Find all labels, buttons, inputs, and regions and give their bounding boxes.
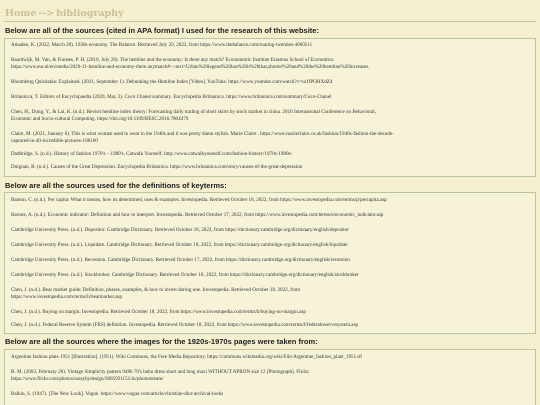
list-item bbox=[11, 151, 529, 158]
entry-line: Cambridge University Press. (n.d.). Liquidate. Cambridge Dictionary. Retrieved October 18, 2022, from https://dictionary.cambridge.org/dictionary/english/liquidate bbox=[11, 242, 348, 248]
list-item bbox=[11, 57, 529, 71]
list-item bbox=[11, 212, 529, 219]
list-item bbox=[11, 227, 529, 234]
list-item bbox=[11, 164, 529, 171]
entry-line: Duignan, B. (n.d.). Causes of the Great Depression. Encyclopedia Britannica. https://www.britannica.com/story/causes-of-the-great-depression bbox=[11, 164, 303, 170]
breadcrumb-separator: --> bbox=[38, 8, 55, 19]
research-sources-list bbox=[4, 38, 536, 177]
entry-line: Claire, M. (2021, January 6). This is what women used to wear in the 1940s and it was pretty damn stylish. Marie Claire . https://www.marieclaire.co.uk/fashion/1940s-fashion-the-decade- bbox=[11, 131, 394, 137]
entry-line: Amadeo, K. (2022, March 28). 1920s economy. The Balance. Retrieved July 29, 2022, from https://www.thebalance.com/roaring-twenties-4060511 bbox=[11, 42, 313, 48]
entry-line: Cambridge University Press. (n.d.). Depositor. Cambridge Dictionary. Retrieved October 18, 2022, from https://dictionary.cambridge.org/dictionary/english/depositor bbox=[11, 227, 349, 233]
list-item bbox=[11, 287, 529, 301]
list-item bbox=[11, 309, 529, 316]
section-heading-research-sources: Below are all of the sources (cited in APA format) I used for the research of this website: bbox=[5, 26, 319, 35]
list-item bbox=[11, 391, 529, 398]
entry-line-continued: Economic and Socio-cultural Computing. https://doi.org/10.1109/BESC.2016.7804479 bbox=[11, 116, 189, 123]
list-item bbox=[11, 79, 529, 86]
list-item bbox=[11, 94, 529, 101]
entry-line: Chen, J. (n.d.). Bear market guide: Definition, phases, examples, & how to invest during one. Investopedia. Retrieved October 18, 2022, from bbox=[11, 287, 301, 293]
list-item bbox=[11, 242, 529, 249]
section-heading-image-sources: Below are all the sources where the images for the 1920s-1970s pages were taken from: bbox=[5, 337, 318, 346]
entry-line: Balkin, S. (1947). [The New Look]. Vogue. https://www.vogue.com/article/christian-dior-archival-looks bbox=[11, 391, 224, 397]
list-item bbox=[11, 42, 529, 49]
breadcrumb-current: bibliography bbox=[56, 8, 124, 19]
list-item bbox=[11, 322, 529, 329]
list-item bbox=[11, 369, 529, 383]
entry-line: Chen, H., Dong, Y., & Lai, K. (n.d.). Revisit hemline index theory: Forecasting daily trading of short skirts by stock market in china. 2016 International Conference on Behavioral, bbox=[11, 109, 376, 115]
entry-line: Chen, J. (n.d.). Federal Reserve System (FRS) definition. Investopedia. Retrieved October 18, 2022, from https://www.investopedia.com/terms/f/federalreservesystem.asp bbox=[11, 322, 359, 328]
entry-line: Dadbridge, S. (n.d.). History of fashion 1970's – 1980's. Catwalk Yourself. http://www.catwalkyourself.com/fashion-history/1970s-1980s/ bbox=[11, 151, 292, 157]
entry-line: Baardwijk, M. Van, & Franses, P. H. (2010, July 28). The hemline and the economy: Is there any match? Econometric Institute Erasmus School of Economics. bbox=[11, 57, 335, 63]
section-heading-keyterm-sources: Below are all the sources used for the definitions of keyterms: bbox=[5, 181, 227, 190]
list-item bbox=[11, 109, 529, 123]
entry-line: Barone, A. (n.d.). Economic indicator: Definition and how to interpret. Investopedia. Retrieved October 17, 2022, from https://www.investopedia.com/terms/e/economic_indicator.asp bbox=[11, 212, 384, 218]
list-item bbox=[11, 272, 529, 279]
list-item bbox=[11, 131, 529, 145]
entry-line-continued: https://www.investopedia.com/terms/b/bearmarket.asp bbox=[11, 294, 122, 301]
keyterm-sources-list bbox=[4, 192, 536, 334]
list-item bbox=[11, 257, 529, 264]
entry-line-continued: https://www.flickr.com/photos/sassybydesign/3005931151/in/photostream/ bbox=[11, 376, 164, 383]
entry-line: Cambridge University Press. (n.d.). Stockbroker. Cambridge Dictionary. Retrieved October 18, 2022, from https://dictionary.cambridge.org/dictionary/english/stockbroker bbox=[11, 272, 359, 278]
breadcrumb bbox=[5, 8, 124, 19]
list-item bbox=[11, 354, 529, 361]
entry-line: Argentine fashion plate 1951 [Illustration]. (1951). Wiki Commons, the Free Media Repository. https://commons.wikimedia.org/wiki/File:Argentine_fashion_plate_1951.tif bbox=[11, 354, 362, 360]
list-item bbox=[11, 197, 529, 204]
entry-line: Britannica, T. Editors of Encyclopaedia (2020, May 2). Coco Chanel summary. Encyclopedia Britannica. https://www.britannica.com/summary/Coco-Chanel bbox=[11, 94, 332, 100]
image-sources-list bbox=[4, 349, 536, 405]
breadcrumb-home-link[interactable]: Home bbox=[5, 8, 37, 19]
entry-line-continued: https://www.eur.nl/en/media/2020-11-hemline-and-economy-there anymatch#:~:text=Urban%20legend%20has%20it%20that,shorter%20and%20the%20hemline%20increases. bbox=[11, 64, 370, 71]
header-divider bbox=[4, 21, 536, 22]
entry-line: Chen, J. (n.d.). Buying on margin. Investopedia. Retrieved October 18, 2022, from https://www.investopedia.com/terms/b/buying-on-margin.asp bbox=[11, 309, 306, 315]
entry-line: Banton, C. (n.d.). Per capita: What it means, how its determined, uses & examples. Investopedia. Retrieved October 18, 2022, from https://www.investopedia.com/terms/p/percapita.asp bbox=[11, 197, 387, 203]
entry-line-continued: captured-in-40-incredible-pictures-108160 bbox=[11, 138, 98, 145]
entry-line: B. M. (2003, February 28). Vintage Simplicity pattern 9486 70's boho dress short and long maxi WITHOUT APRON size 12 [Photograph]. Flickr. bbox=[11, 369, 310, 375]
entry-line: Cambridge University Press. (n.d.). Recession. Cambridge Dictionary. Retrieved October 17, 2022, from https://dictionary.cambridge.org/dictionary/english/recession bbox=[11, 257, 350, 263]
entry-line: Bloomberg Quicktake: Explained. (2021, September 1). Debunking the Hemline Index [Video]. YouTube. https://www.youtube.com/watch?v=ui1fPOHXdZ4 bbox=[11, 79, 333, 85]
